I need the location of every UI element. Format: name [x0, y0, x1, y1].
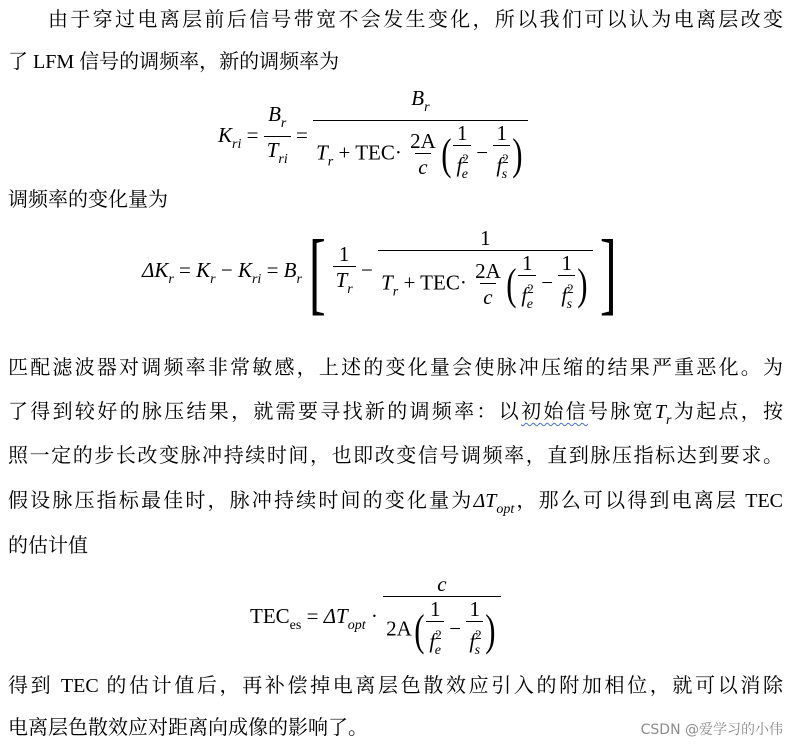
paragraph-line: 了得到较好的脉压结果，就需要寻找新的调频率：以初始信号脉宽$T_r$为起点，按 [8, 401, 784, 428]
paragraph-line: 的估计值 [8, 535, 88, 557]
paragraph-line: 电离层色散效应对距离向成像的影响了。 [8, 717, 368, 739]
paragraph-line: 假设脉压指标最佳时，脉冲持续时间的变化量为$\Delta T_{opt}$，那么可以得到电离层 TEC [8, 490, 784, 517]
spellcheck-underline: 初始信 [521, 401, 588, 423]
equation-kri: $K_{ri}$ = $\frac{B_r}{T_{ri}}$ = $B_r$ $T_r + TEC\cdot$ $\frac{2A}{c}$ ( $\frac{1}{f^2_e}$ − $\frac{1}{f^2_s}$ ) [218, 86, 528, 188]
paragraph-line: 得到 TEC 的估计值后，再补偿掉电离层色散效应引入的附加相位，就可以消除 [8, 675, 783, 697]
paragraph-line: 匹配滤波器对调频率非常敏感，上述的变化量会使脉冲压缩的结果严重恶化。为 [8, 357, 783, 379]
equation-tec-es: $TEC_{es} = \Delta T_{opt}$ · c 2A( $\frac{1}{f^2_e}$ − $\frac{1}{f^2_s}$ ) [250, 572, 501, 664]
paragraph-line: 了 LFM 信号的调频率，新的调频率为 [8, 51, 340, 73]
equation-delta-kr: $\Delta K_r = K_r - K_{ri} = B_r$[ $\frac{1}{T_r}$ − 1 $T_r + TEC\cdot$ $\frac{2A}{c}$ ( $\frac{1}{f^2_e}$ − $\frac{1}{f^2_s}$ ) ] [142, 221, 617, 323]
paragraph-line: 照一定的步长改变脉冲持续时间，也即改变信号调频率，直到脉压指标达到要求。 [8, 445, 783, 467]
paragraph-line: 由于穿过电离层前后信号带宽不会发生变化，所以我们可以认为电离层改变 [48, 9, 783, 31]
paragraph-line: 调频率的变化量为 [8, 189, 168, 211]
csdn-watermark: CSDN @爱学习的小伟 [640, 722, 783, 738]
